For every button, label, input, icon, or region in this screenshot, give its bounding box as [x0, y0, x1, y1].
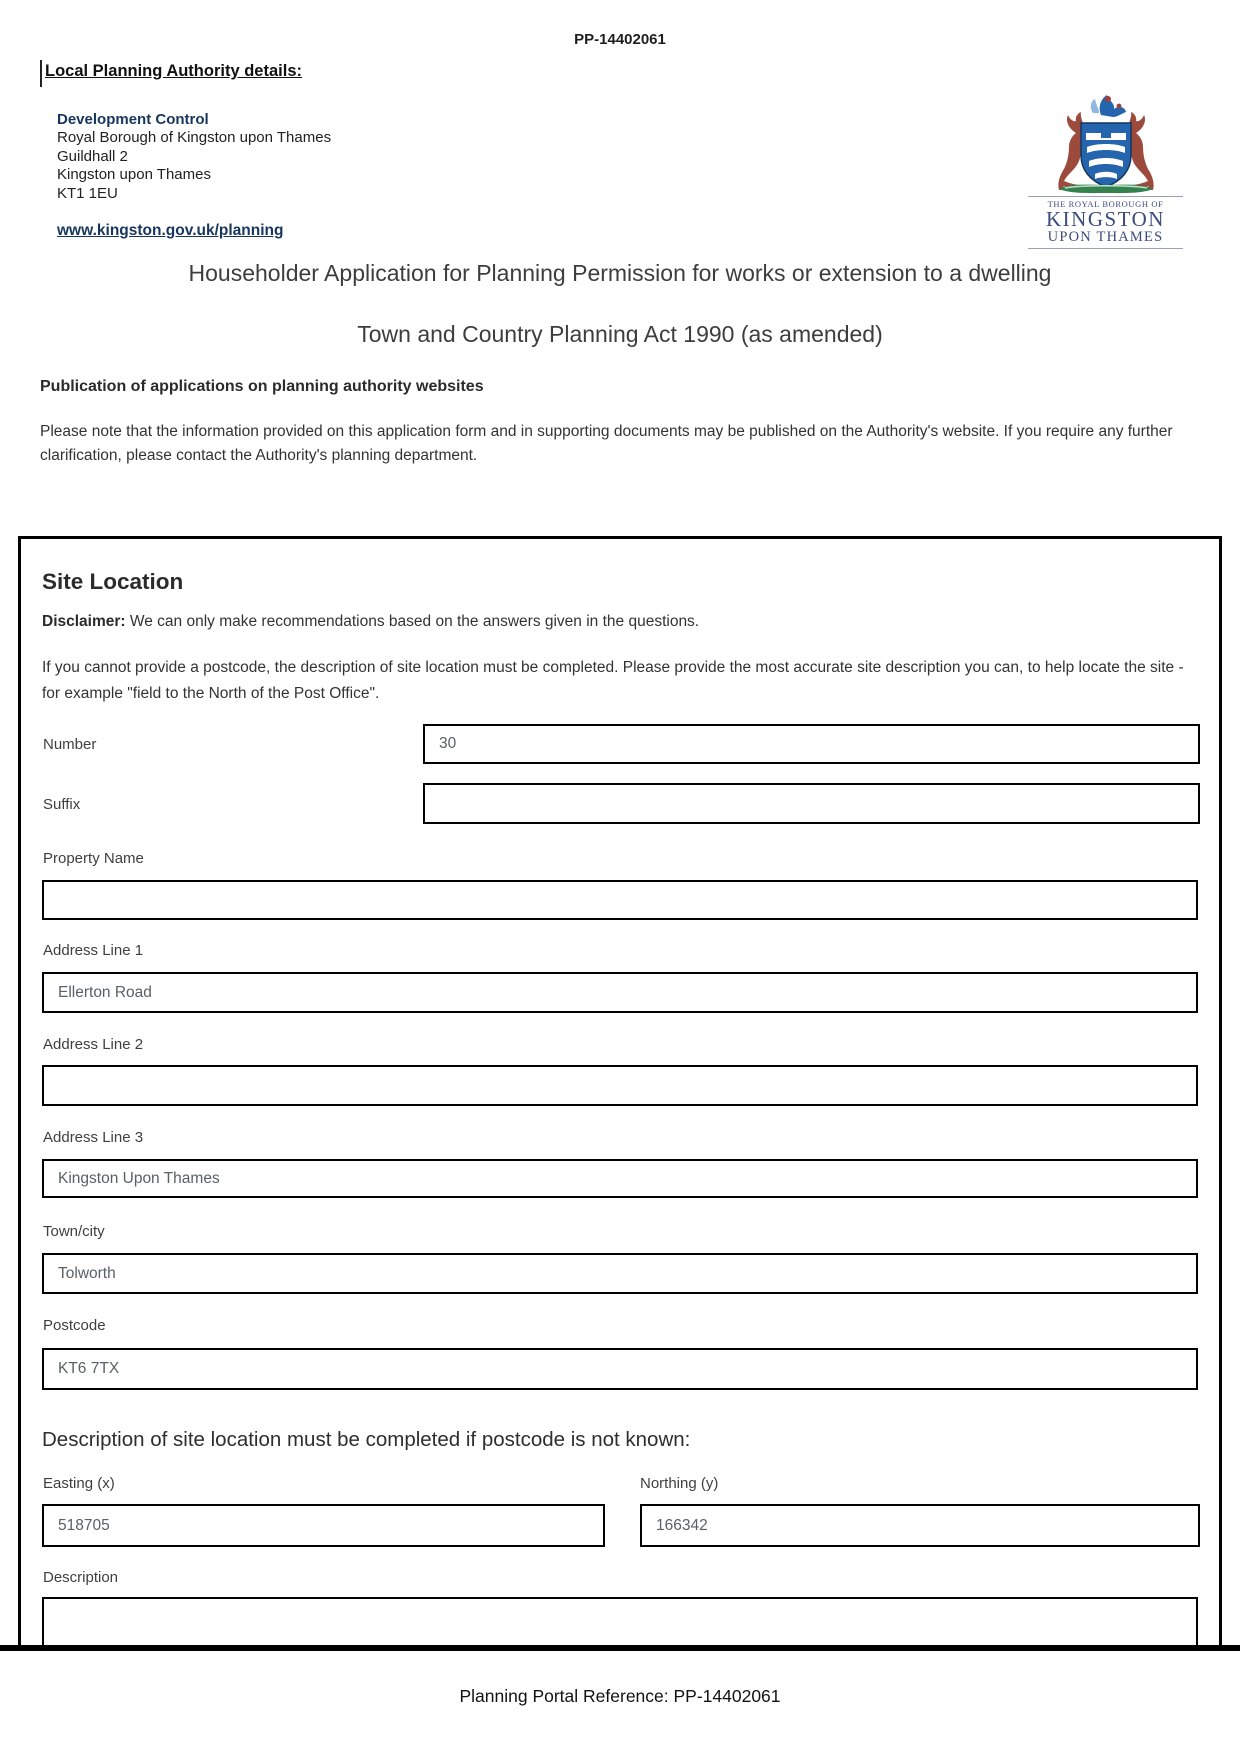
postcode-label: Postcode [43, 1317, 106, 1334]
logo-caption-small: THE ROYAL BOROUGH OF [1028, 196, 1183, 209]
logo-caption-kingston: KINGSTON [1046, 207, 1165, 231]
application-reference: PP-14402061 [574, 31, 666, 48]
lpa-website-link[interactable]: www.kingston.gov.uk/planning [57, 222, 284, 239]
form-title: Householder Application for Planning Permission for works or extension to a dwelling [188, 260, 1052, 286]
northing-label: Northing (y) [640, 1475, 719, 1492]
town-city-label: Town/city [43, 1223, 105, 1240]
logo-caption-upon-thames: UPON THAMES [1028, 229, 1183, 249]
address-line-3-input[interactable] [42, 1159, 1198, 1198]
lpa-address-block [57, 111, 331, 203]
green-mound [1059, 185, 1153, 193]
text-cursor-mark [40, 60, 42, 87]
property-name-label: Property Name [43, 850, 144, 867]
lpa-address-line: Guildhall 2 [57, 147, 128, 165]
page-footer [0, 1651, 1240, 1754]
disclaimer-label: Disclaimer: [42, 613, 126, 630]
postcode-input[interactable] [42, 1348, 1198, 1390]
coat-of-arms-graphic [1031, 93, 1181, 195]
address-line-1-label: Address Line 1 [43, 942, 144, 959]
disclaimer-text [42, 613, 699, 631]
publication-note: Please note that the information provided on this application form and in supporting documents may be published on the Authority's website. If you require any further clarification, please contact the Authority's planning department. [40, 423, 1173, 464]
crest-icon [1090, 95, 1125, 117]
shield-icon [1081, 123, 1131, 187]
lpa-department: Development Control [57, 111, 209, 128]
number-input[interactable] [423, 724, 1200, 764]
kingston-coat-of-arms-logo [1028, 93, 1183, 249]
northing-input[interactable] [640, 1504, 1200, 1547]
easting-input[interactable] [42, 1504, 605, 1547]
description-label: Description [43, 1569, 119, 1586]
planning-portal-reference: Planning Portal Reference: PP-14402061 [459, 1686, 781, 1706]
description-section-heading: Description of site location must be completed if postcode is not known: [42, 1428, 691, 1451]
description-textarea[interactable] [42, 1597, 1198, 1646]
property-name-input[interactable] [42, 880, 1198, 920]
publication-heading: Publication of applications on planning authority websites [40, 378, 484, 395]
town-city-input[interactable] [42, 1253, 1198, 1294]
address-line-3-label: Address Line 3 [43, 1129, 144, 1146]
number-label: Number [43, 736, 97, 753]
site-location-heading: Site Location [42, 569, 184, 594]
address-line-1-input[interactable] [42, 972, 1198, 1013]
form-subtitle-act: Town and Country Planning Act 1990 (as amended) [357, 321, 883, 347]
lpa-address-line: Royal Borough of Kingston upon Thames [57, 129, 332, 147]
disclaimer-body: We can only make recommendations based on the answers given in the questions. [125, 613, 700, 630]
suffix-input[interactable] [423, 783, 1200, 824]
suffix-label: Suffix [43, 796, 81, 813]
lpa-address-line: KT1 1EU [57, 184, 118, 202]
address-line-2-label: Address Line 2 [43, 1036, 144, 1053]
postcode-instructions: If you cannot provide a postcode, the description of site location must be completed. Please provide the most accurate site description you can, to help locate the site - for example "field to the North of the Post Office". [42, 659, 1184, 702]
lpa-address-line: Kingston upon Thames [57, 166, 211, 184]
easting-label: Easting (x) [43, 1475, 115, 1492]
lpa-details-heading: Local Planning Authority details: [45, 62, 302, 80]
address-line-2-input[interactable] [42, 1065, 1198, 1106]
